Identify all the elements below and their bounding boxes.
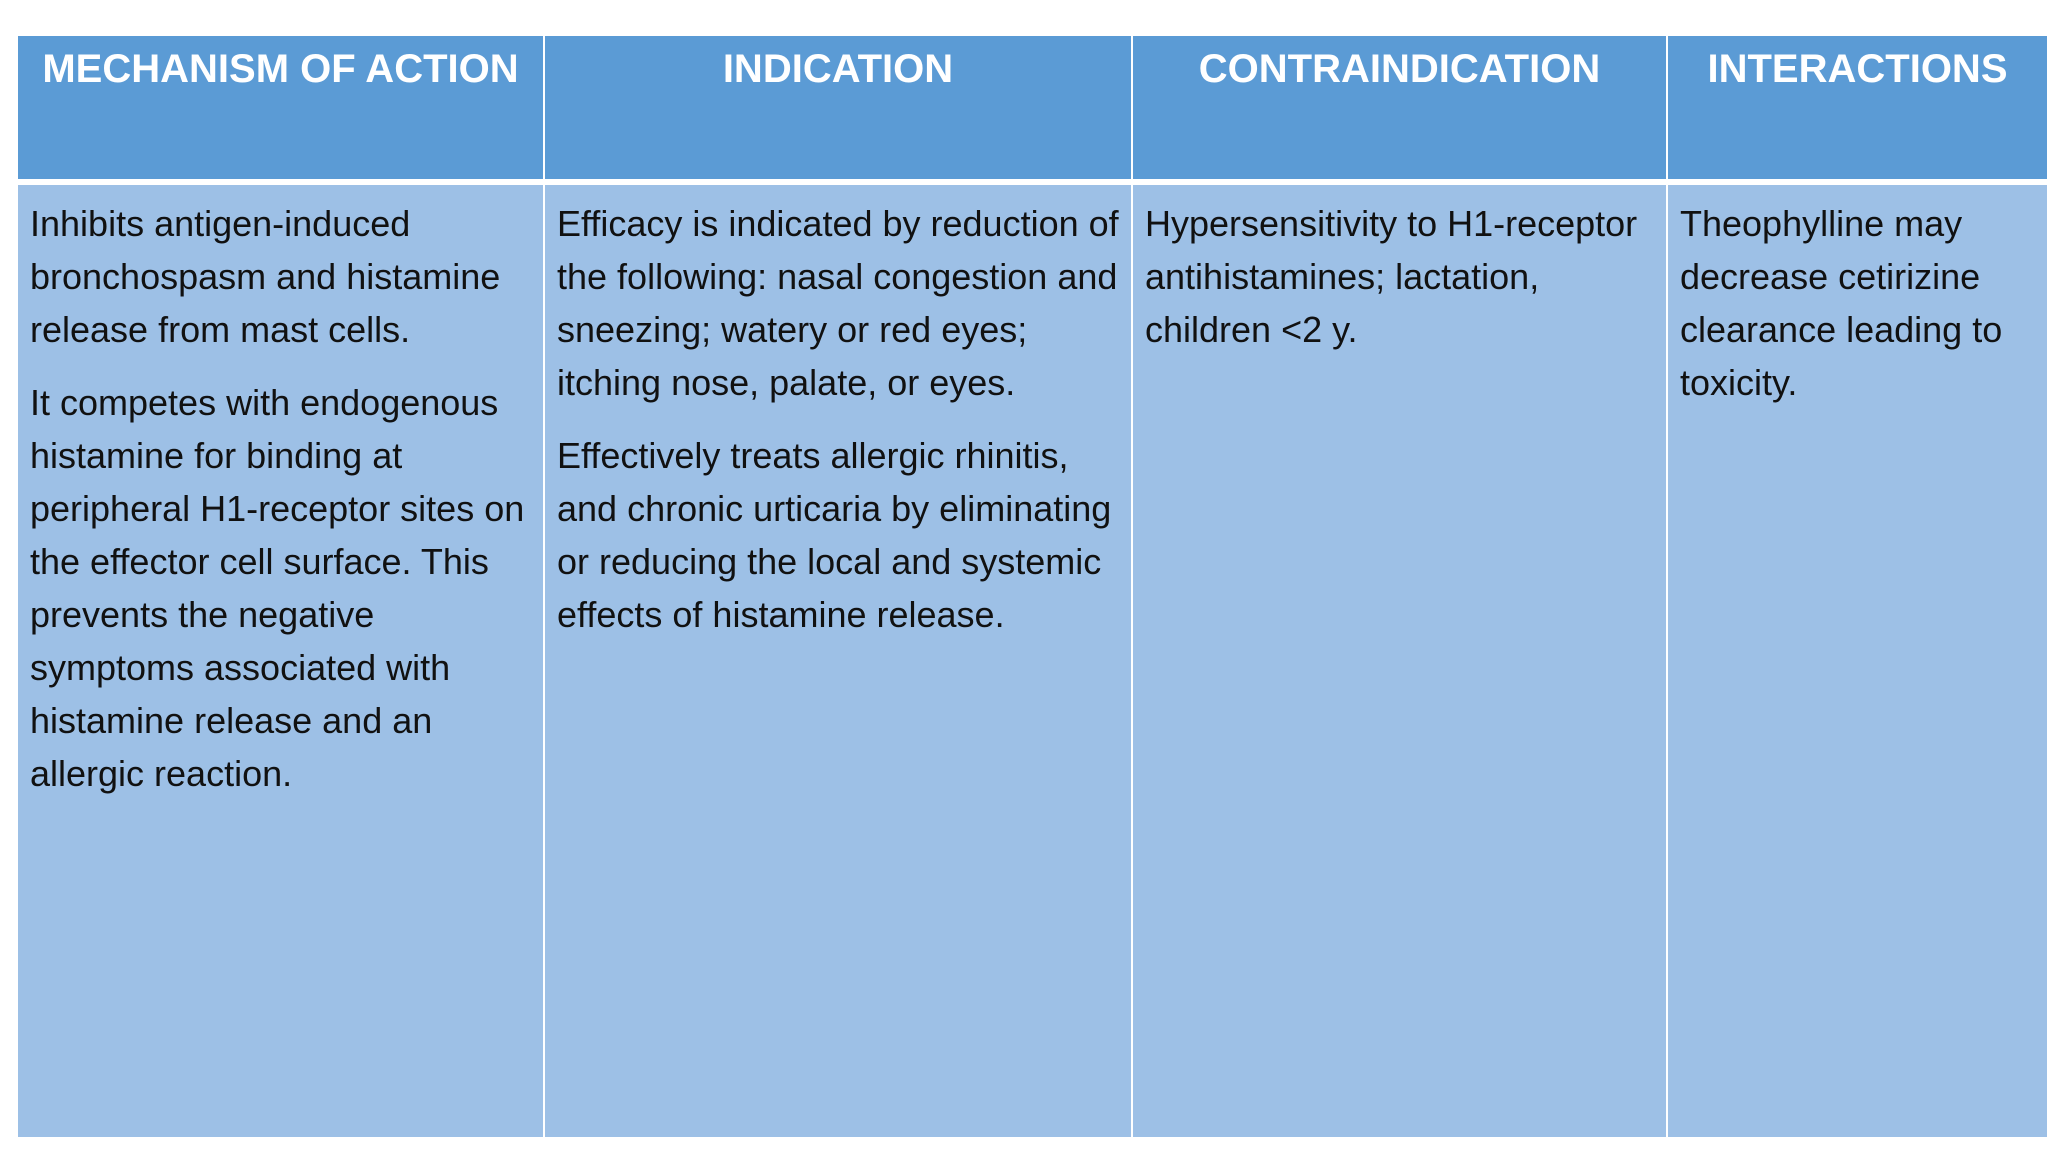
contraindication-paragraph-1: Hypersensitivity to H1-receptor antihistamines; lactation, children <2 y. [1145,203,1638,350]
table-body [18,182,2048,1137]
header-indication: INDICATION [544,36,1132,182]
table-header [18,36,2048,182]
drug-info-table [18,36,2048,1137]
header-mechanism-of-action: MECHANISM OF ACTION [18,36,544,182]
mechanism-paragraph-1: Inhibits antigen-induced bronchospasm and histamine release from mast cells. [30,203,501,350]
indication-paragraph-2: Effectively treats allergic rhinitis, and chronic urticaria by eliminating or reducing the local and systemic effects of histamine release. [557,435,1112,635]
cell-indication [544,182,1132,1137]
header-interactions: INTERACTIONS [1667,36,2048,182]
indication-paragraph-1: Efficacy is indicated by reduction of the following: nasal congestion and sneezing; watery or red eyes; itching nose, palate, or eyes. [557,203,1119,403]
header-contraindication: CONTRAINDICATION [1132,36,1667,182]
cell-mechanism-of-action [18,182,544,1137]
cell-contraindication [1132,182,1667,1137]
interactions-paragraph-1: Theophylline may decrease cetirizine clearance leading to toxicity. [1680,203,2003,403]
header-row [18,36,2048,182]
mechanism-paragraph-2: It competes with endogenous histamine for binding at peripheral H1-receptor sites on the effector cell surface. This prevents the negative symptoms associated with histamine release and an allergic reaction. [30,382,525,794]
cell-interactions [1667,182,2048,1137]
table-row [18,182,2048,1137]
